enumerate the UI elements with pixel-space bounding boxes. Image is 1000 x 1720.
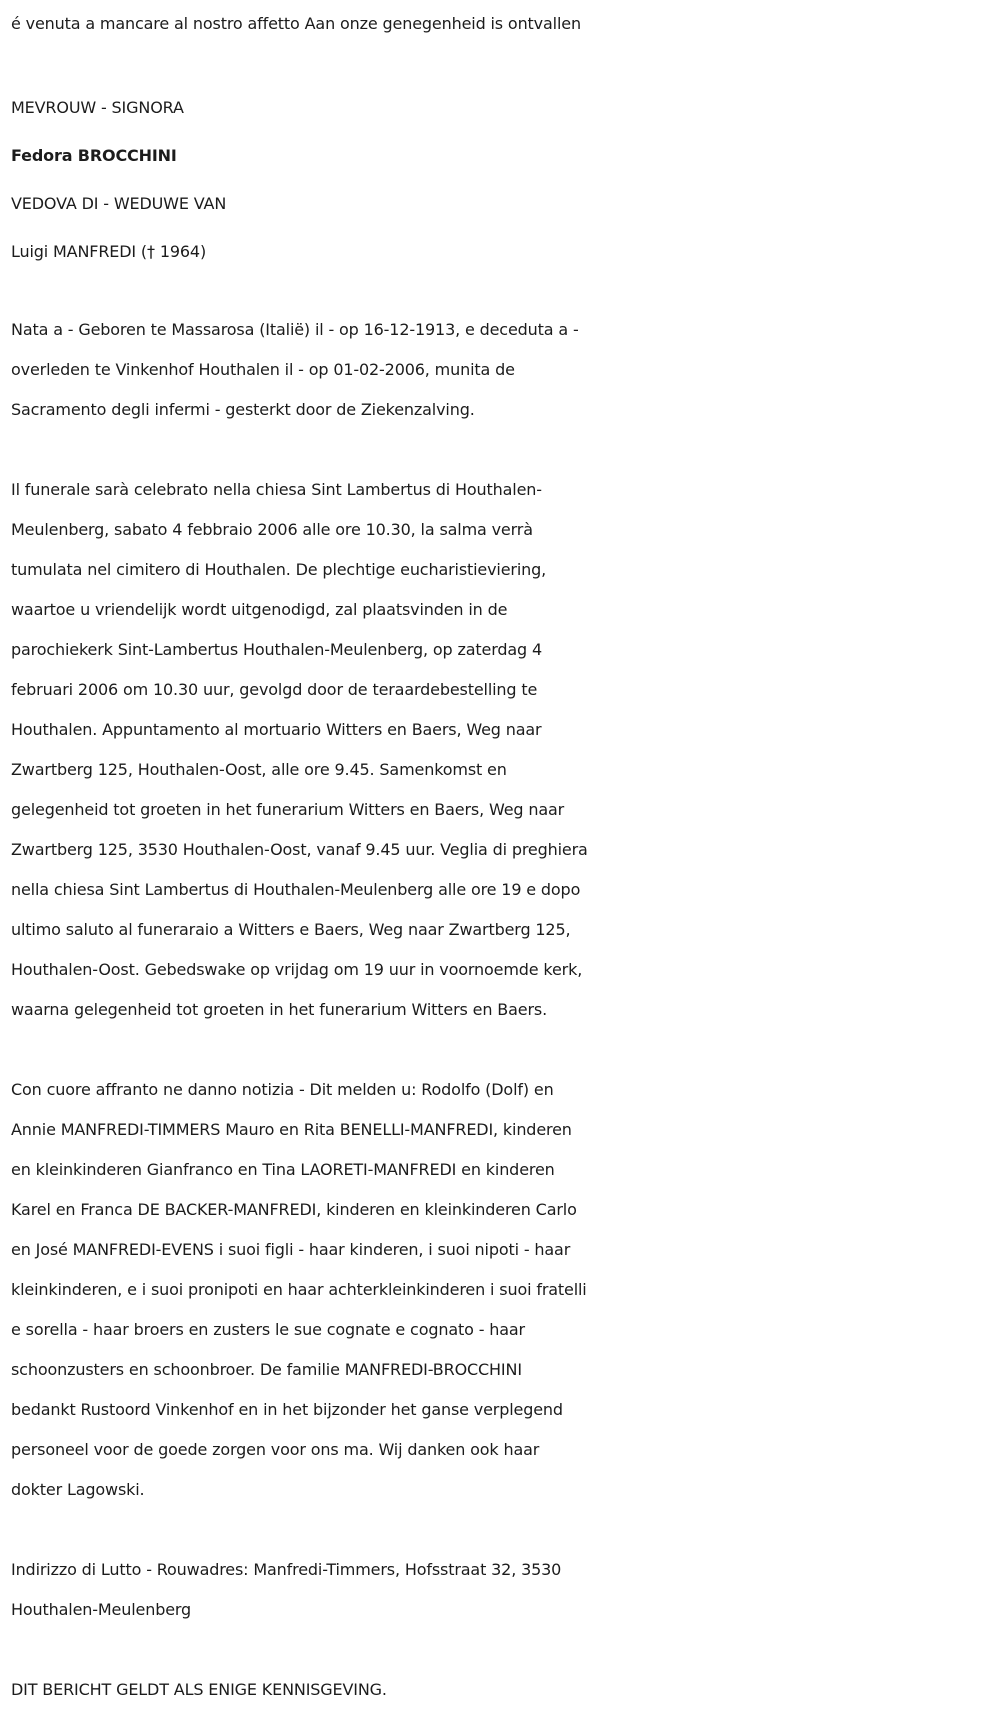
deceased-heading bbox=[11, 84, 996, 276]
paragraph-line: Karel en Franca DE BACKER-MANFREDI, kinderen en kleinkinderen Carlo bbox=[11, 1200, 577, 1219]
paragraph-line: ultimo saluto al funeraraio a Witters e Baers, Weg naar Zwartberg 125, bbox=[11, 920, 571, 939]
spouse-line bbox=[11, 228, 996, 276]
birth-death-paragraph bbox=[11, 310, 996, 430]
paragraph-line: Houthalen. Appuntamento al mortuario Witters en Baers, Weg naar bbox=[11, 720, 542, 739]
obituary-document bbox=[11, 4, 996, 1710]
spouse-name: Luigi MANFREDI ( bbox=[11, 242, 148, 261]
paragraph-line: bedankt Rustoord Vinkenhof en in het bijzonder het ganse verplegend bbox=[11, 1400, 563, 1419]
paragraph-line: personeel voor de goede zorgen voor ons ma. Wij danken ook haar bbox=[11, 1440, 540, 1459]
honorific-title: MEVROUW - SIGNORA bbox=[11, 98, 184, 117]
paragraph-line: Nata a - Geboren te Massarosa (Italië) il - op 16-12-1913, e deceduta a - bbox=[11, 320, 579, 339]
paragraph-line: Con cuore affranto ne danno notizia - Dit melden u: Rodolfo (Dolf) en bbox=[11, 1080, 554, 1099]
intro-line: é venuta a mancare al nostro affetto Aan onze genegenheid is ontvallen bbox=[11, 14, 581, 33]
paragraph-line: februari 2006 om 10.30 uur, gevolgd door de teraardebestelling te bbox=[11, 680, 538, 699]
paragraph-line: nella chiesa Sint Lambertus di Houthalen-Meulenberg alle ore 19 e dopo bbox=[11, 880, 581, 899]
paragraph-line: parochiekerk Sint-Lambertus Houthalen-Meulenberg, op zaterdag 4 bbox=[11, 640, 542, 659]
paragraph-line: Zwartberg 125, 3530 Houthalen-Oost, vanaf 9.45 uur. Veglia di preghiera bbox=[11, 840, 588, 859]
paragraph-line: waartoe u vriendelijk wordt uitgenodigd, zal plaatsvinden in de bbox=[11, 600, 508, 619]
paragraph-line: schoonzusters en schoonbroer. De familie MANFREDI-BROCCHINI bbox=[11, 1360, 522, 1379]
paragraph-line: Meulenberg, sabato 4 febbraio 2006 alle ore 10.30, la salma verrà bbox=[11, 520, 533, 539]
paragraph-line: dokter Lagowski. bbox=[11, 1480, 145, 1499]
paragraph-line: overleden te Vinkenhof Houthalen il - op 01-02-2006, munita de bbox=[11, 360, 515, 379]
paragraph-line: waarna gelegenheid tot groeten in het funerarium Witters en Baers. bbox=[11, 1000, 547, 1019]
paragraph-line: Sacramento degli infermi - gesterkt door de Ziekenzalving. bbox=[11, 400, 475, 419]
paragraph-line: tumulata nel cimitero di Houthalen. De plechtige eucharistieviering, bbox=[11, 560, 547, 579]
paragraph-line: Indirizzo di Lutto - Rouwadres: Manfredi-Timmers, Hofsstraat 32, 3530 bbox=[11, 1560, 562, 1579]
paragraph-line: Houthalen-Meulenberg bbox=[11, 1600, 192, 1619]
funeral-paragraph bbox=[11, 470, 996, 1030]
mourning-address-paragraph bbox=[11, 1550, 996, 1630]
deceased-name: Fedora BROCCHINI bbox=[11, 146, 177, 165]
paragraph-line: Il funerale sarà celebrato nella chiesa Sint Lambertus di Houthalen- bbox=[11, 480, 542, 499]
paragraph-line: Houthalen-Oost. Gebedswake op vrijdag om 19 uur in voornoemde kerk, bbox=[11, 960, 583, 979]
paragraph-line: Annie MANFREDI-TIMMERS Mauro en Rita BENELLI-MANFREDI, kinderen bbox=[11, 1120, 572, 1139]
paragraph-line: gelegenheid tot groeten in het funerarium Witters en Baers, Weg naar bbox=[11, 800, 565, 819]
paragraph-line: kleinkinderen, e i suoi pronipoti en haar achterkleinkinderen i suoi fratelli bbox=[11, 1280, 587, 1299]
paragraph-line: en kleinkinderen Gianfranco en Tina LAORETI-MANFREDI en kinderen bbox=[11, 1160, 555, 1179]
family-paragraph bbox=[11, 1070, 996, 1510]
paragraph-line: Zwartberg 125, Houthalen-Oost, alle ore 9.45. Samenkomst en bbox=[11, 760, 507, 779]
relation-label: VEDOVA DI - WEDUWE VAN bbox=[11, 194, 227, 213]
paragraph-line: e sorella - haar broers en zusters le sue cognate e cognato - haar bbox=[11, 1320, 525, 1339]
spouse-death-year: 1964) bbox=[154, 242, 207, 261]
closing-notice: DIT BERICHT GELDT ALS ENIGE KENNISGEVING. bbox=[11, 1680, 387, 1699]
cross-icon: † bbox=[147, 242, 155, 261]
paragraph-line: en José MANFREDI-EVENS i suoi figli - haar kinderen, i suoi nipoti - haar bbox=[11, 1240, 571, 1259]
